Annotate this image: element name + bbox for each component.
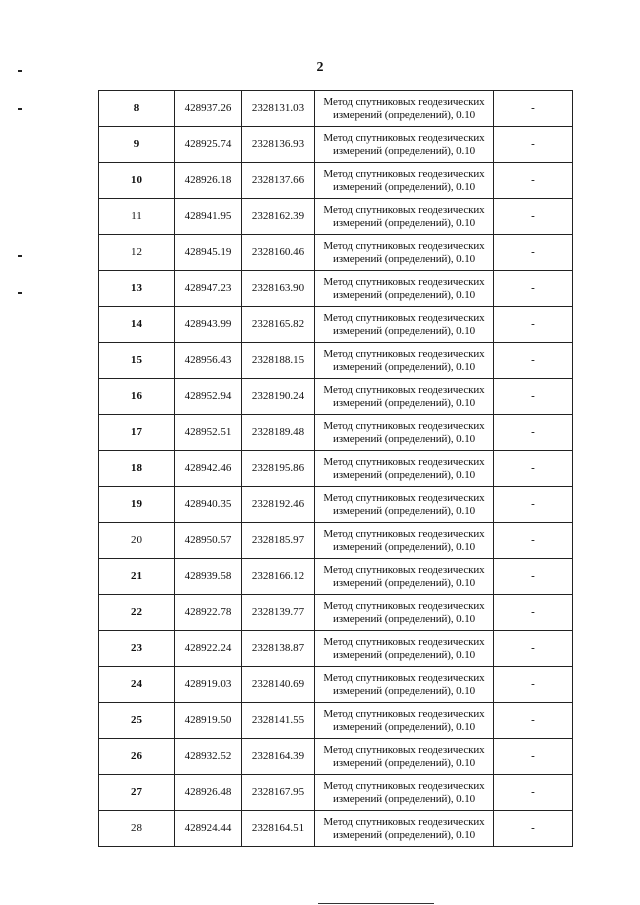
point-number-cell: 10 <box>99 163 175 199</box>
description-cell: - <box>494 487 573 523</box>
description-cell: - <box>494 199 573 235</box>
y-coordinate-cell: 2328167.95 <box>242 775 315 811</box>
description-cell: - <box>494 451 573 487</box>
table-row <box>99 271 573 307</box>
point-number-cell: 22 <box>99 595 175 631</box>
method-cell: Метод спутниковых геодезических измерений (определений), 0.10 <box>315 379 494 415</box>
table-row <box>99 667 573 703</box>
y-coordinate-cell: 2328162.39 <box>242 199 315 235</box>
method-cell: Метод спутниковых геодезических измерений (определений), 0.10 <box>315 703 494 739</box>
table-row <box>99 163 573 199</box>
x-coordinate-cell: 428922.24 <box>175 631 242 667</box>
x-coordinate-cell: 428937.26 <box>175 91 242 127</box>
method-cell: Метод спутниковых геодезических измерений (определений), 0.10 <box>315 127 494 163</box>
description-cell: - <box>494 775 573 811</box>
description-cell: - <box>494 703 573 739</box>
y-coordinate-cell: 2328160.46 <box>242 235 315 271</box>
y-coordinate-cell: 2328185.97 <box>242 523 315 559</box>
y-coordinate-cell: 2328141.55 <box>242 703 315 739</box>
y-coordinate-cell: 2328165.82 <box>242 307 315 343</box>
method-cell: Метод спутниковых геодезических измерений (определений), 0.10 <box>315 487 494 523</box>
table-row <box>99 703 573 739</box>
x-coordinate-cell: 428947.23 <box>175 271 242 307</box>
x-coordinate-cell: 428941.95 <box>175 199 242 235</box>
x-coordinate-cell: 428952.94 <box>175 379 242 415</box>
method-cell: Метод спутниковых геодезических измерений (определений), 0.10 <box>315 559 494 595</box>
method-cell: Метод спутниковых геодезических измерений (определений), 0.10 <box>315 523 494 559</box>
table-row <box>99 235 573 271</box>
point-number-cell: 25 <box>99 703 175 739</box>
x-coordinate-cell: 428942.46 <box>175 451 242 487</box>
point-number-cell: 28 <box>99 811 175 847</box>
scan-mark <box>18 292 22 294</box>
table-row <box>99 487 573 523</box>
description-cell: - <box>494 163 573 199</box>
point-number-cell: 26 <box>99 739 175 775</box>
description-cell: - <box>494 415 573 451</box>
y-coordinate-cell: 2328136.93 <box>242 127 315 163</box>
point-number-cell: 24 <box>99 667 175 703</box>
description-cell: - <box>494 523 573 559</box>
y-coordinate-cell: 2328163.90 <box>242 271 315 307</box>
point-number-cell: 11 <box>99 199 175 235</box>
method-cell: Метод спутниковых геодезических измерений (определений), 0.10 <box>315 307 494 343</box>
x-coordinate-cell: 428919.03 <box>175 667 242 703</box>
method-cell: Метод спутниковых геодезических измерений (определений), 0.10 <box>315 595 494 631</box>
point-number-cell: 8 <box>99 91 175 127</box>
coordinates-table <box>98 90 573 847</box>
table-row <box>99 379 573 415</box>
y-coordinate-cell: 2328137.66 <box>242 163 315 199</box>
table-row <box>99 775 573 811</box>
description-cell: - <box>494 739 573 775</box>
x-coordinate-cell: 428943.99 <box>175 307 242 343</box>
y-coordinate-cell: 2328190.24 <box>242 379 315 415</box>
table-row <box>99 199 573 235</box>
description-cell: - <box>494 343 573 379</box>
scan-mark <box>18 108 22 110</box>
description-cell: - <box>494 811 573 847</box>
method-cell: Метод спутниковых геодезических измерений (определений), 0.10 <box>315 199 494 235</box>
x-coordinate-cell: 428950.57 <box>175 523 242 559</box>
table-body <box>99 91 573 847</box>
y-coordinate-cell: 2328164.39 <box>242 739 315 775</box>
y-coordinate-cell: 2328166.12 <box>242 559 315 595</box>
x-coordinate-cell: 428940.35 <box>175 487 242 523</box>
method-cell: Метод спутниковых геодезических измерений (определений), 0.10 <box>315 271 494 307</box>
point-number-cell: 19 <box>99 487 175 523</box>
x-coordinate-cell: 428952.51 <box>175 415 242 451</box>
description-cell: - <box>494 127 573 163</box>
y-coordinate-cell: 2328192.46 <box>242 487 315 523</box>
y-coordinate-cell: 2328188.15 <box>242 343 315 379</box>
scan-mark <box>18 70 22 72</box>
point-number-cell: 15 <box>99 343 175 379</box>
point-number-cell: 16 <box>99 379 175 415</box>
x-coordinate-cell: 428939.58 <box>175 559 242 595</box>
x-coordinate-cell: 428926.18 <box>175 163 242 199</box>
y-coordinate-cell: 2328164.51 <box>242 811 315 847</box>
description-cell: - <box>494 595 573 631</box>
table-row <box>99 739 573 775</box>
point-number-cell: 17 <box>99 415 175 451</box>
table-row <box>99 343 573 379</box>
x-coordinate-cell: 428924.44 <box>175 811 242 847</box>
method-cell: Метод спутниковых геодезических измерений (определений), 0.10 <box>315 163 494 199</box>
x-coordinate-cell: 428919.50 <box>175 703 242 739</box>
description-cell: - <box>494 271 573 307</box>
table-row <box>99 811 573 847</box>
description-cell: - <box>494 235 573 271</box>
x-coordinate-cell: 428945.19 <box>175 235 242 271</box>
method-cell: Метод спутниковых геодезических измерений (определений), 0.10 <box>315 91 494 127</box>
description-cell: - <box>494 91 573 127</box>
method-cell: Метод спутниковых геодезических измерений (определений), 0.10 <box>315 451 494 487</box>
bottom-rule <box>318 903 434 904</box>
point-number-cell: 20 <box>99 523 175 559</box>
point-number-cell: 21 <box>99 559 175 595</box>
point-number-cell: 18 <box>99 451 175 487</box>
x-coordinate-cell: 428932.52 <box>175 739 242 775</box>
page-number: 2 <box>316 60 324 75</box>
table-row <box>99 127 573 163</box>
method-cell: Метод спутниковых геодезических измерений (определений), 0.10 <box>315 775 494 811</box>
description-cell: - <box>494 631 573 667</box>
point-number-cell: 23 <box>99 631 175 667</box>
method-cell: Метод спутниковых геодезических измерений (определений), 0.10 <box>315 739 494 775</box>
y-coordinate-cell: 2328139.77 <box>242 595 315 631</box>
method-cell: Метод спутниковых геодезических измерений (определений), 0.10 <box>315 811 494 847</box>
x-coordinate-cell: 428926.48 <box>175 775 242 811</box>
method-cell: Метод спутниковых геодезических измерений (определений), 0.10 <box>315 415 494 451</box>
table-row <box>99 631 573 667</box>
description-cell: - <box>494 307 573 343</box>
table-row <box>99 91 573 127</box>
method-cell: Метод спутниковых геодезических измерений (определений), 0.10 <box>315 235 494 271</box>
x-coordinate-cell: 428922.78 <box>175 595 242 631</box>
table-row <box>99 595 573 631</box>
table-row <box>99 559 573 595</box>
scan-mark <box>18 255 22 257</box>
x-coordinate-cell: 428925.74 <box>175 127 242 163</box>
point-number-cell: 9 <box>99 127 175 163</box>
description-cell: - <box>494 667 573 703</box>
x-coordinate-cell: 428956.43 <box>175 343 242 379</box>
table-row <box>99 523 573 559</box>
point-number-cell: 12 <box>99 235 175 271</box>
table-row <box>99 451 573 487</box>
y-coordinate-cell: 2328189.48 <box>242 415 315 451</box>
y-coordinate-cell: 2328140.69 <box>242 667 315 703</box>
method-cell: Метод спутниковых геодезических измерений (определений), 0.10 <box>315 667 494 703</box>
y-coordinate-cell: 2328131.03 <box>242 91 315 127</box>
method-cell: Метод спутниковых геодезических измерений (определений), 0.10 <box>315 343 494 379</box>
description-cell: - <box>494 379 573 415</box>
point-number-cell: 27 <box>99 775 175 811</box>
table-row <box>99 307 573 343</box>
table-row <box>99 415 573 451</box>
description-cell: - <box>494 559 573 595</box>
y-coordinate-cell: 2328138.87 <box>242 631 315 667</box>
point-number-cell: 14 <box>99 307 175 343</box>
point-number-cell: 13 <box>99 271 175 307</box>
y-coordinate-cell: 2328195.86 <box>242 451 315 487</box>
method-cell: Метод спутниковых геодезических измерений (определений), 0.10 <box>315 631 494 667</box>
